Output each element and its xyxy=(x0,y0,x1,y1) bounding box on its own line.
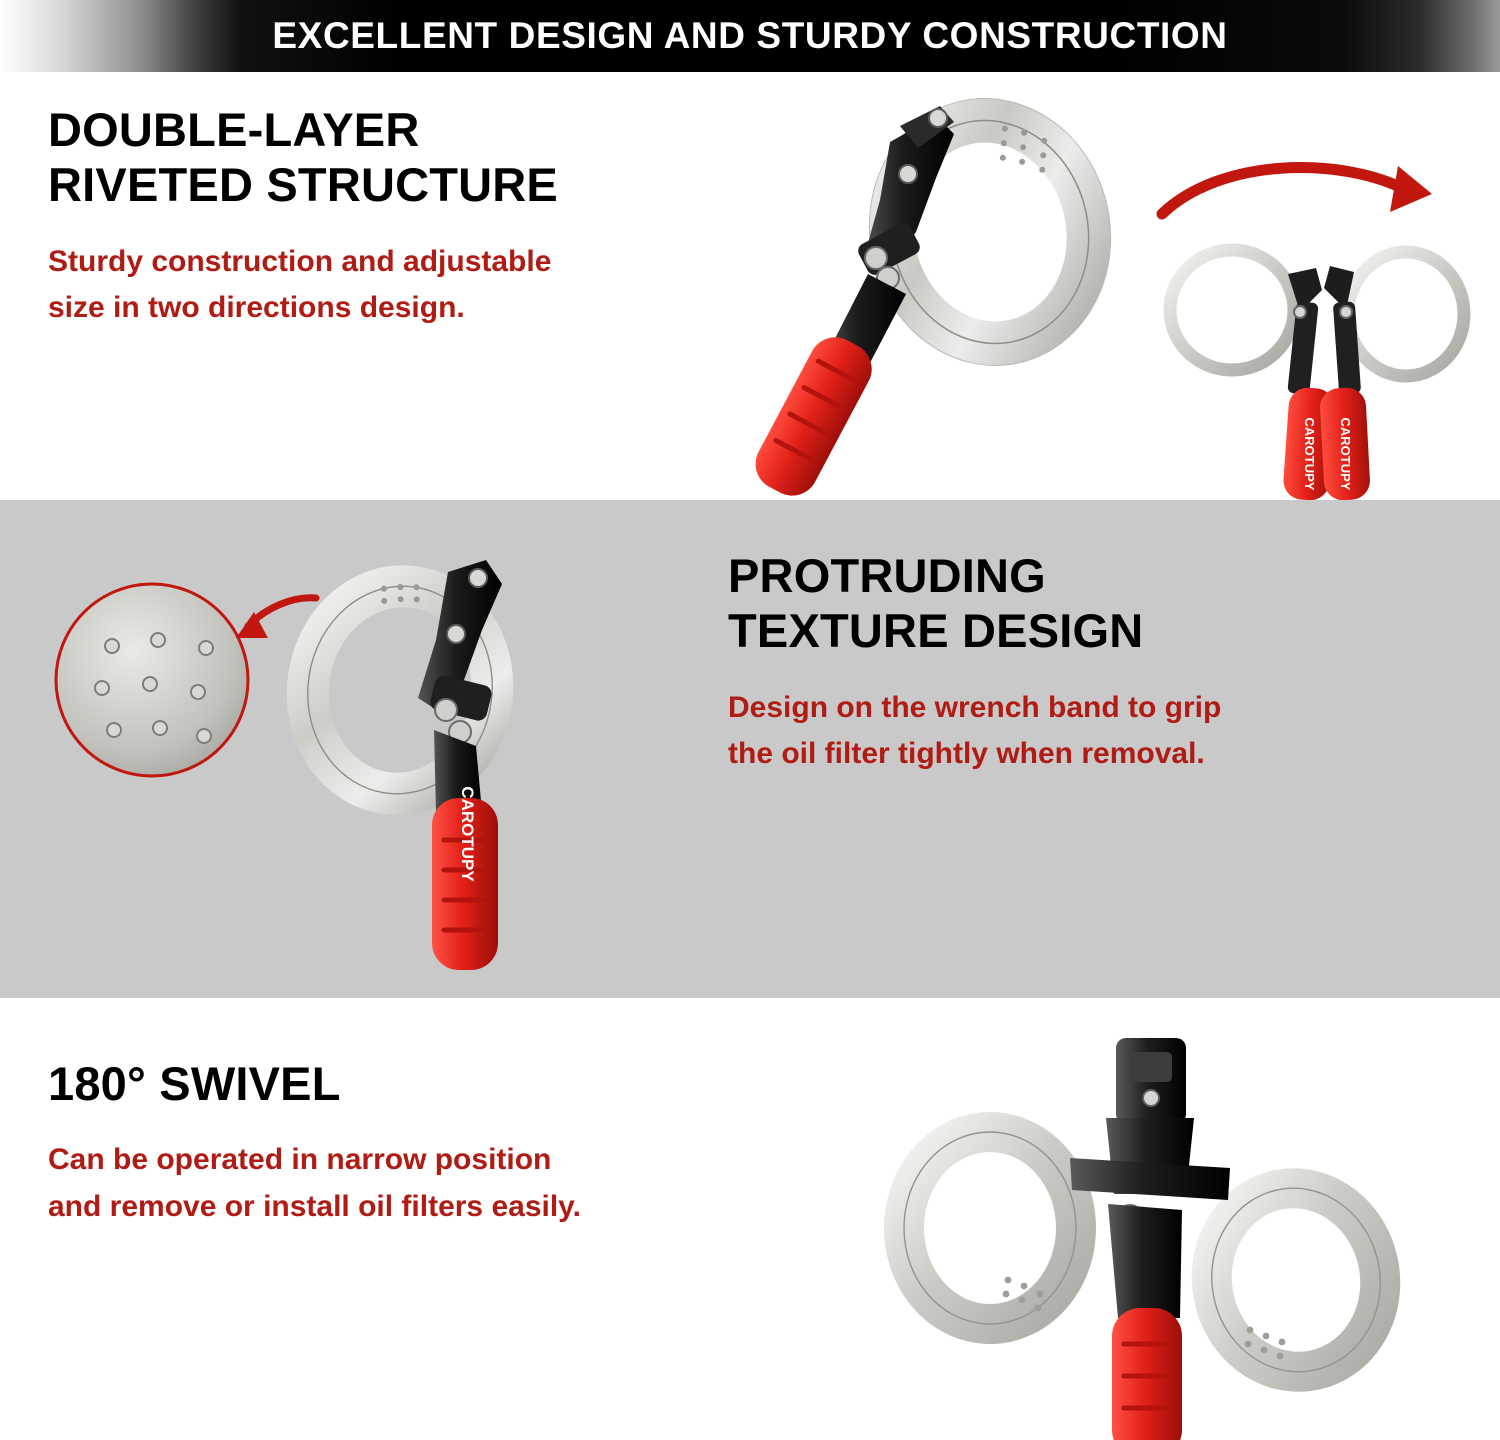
red-handle xyxy=(1112,1308,1182,1440)
wrench-small-right xyxy=(1319,252,1464,500)
section-2-subtext xyxy=(728,685,1468,778)
steel-band-left xyxy=(904,1132,1076,1324)
handle-brand-label: CAROTUPY xyxy=(458,786,477,882)
section-2-headline xyxy=(728,548,1468,659)
section-1-subtext xyxy=(48,239,808,332)
red-handle xyxy=(746,328,880,500)
steel-band-right xyxy=(1197,1175,1394,1385)
handle-brand-left: CAROTUPY xyxy=(1302,417,1317,491)
section-3-subtext-line-2: and remove or install oil filters easily. xyxy=(48,1189,581,1223)
section-1-headline xyxy=(48,102,808,213)
section-2-text-block xyxy=(728,548,1468,778)
feature-section-swivel xyxy=(0,998,1500,1440)
feature-section-double-layer xyxy=(0,72,1500,500)
section-2-headline-line-1: PROTRUDING xyxy=(728,549,1046,602)
section-1-headline-line-2: RIVETED STRUCTURE xyxy=(48,158,558,212)
banner-title: EXCELLENT DESIGN AND STURDY CONSTRUCTION xyxy=(272,15,1228,56)
swivel-demo-image xyxy=(830,1018,1450,1440)
handle-brand-right: CAROTUPY xyxy=(1338,417,1353,491)
section-2-headline-line-2: TEXTURE DESIGN xyxy=(728,604,1144,658)
section-2-subtext-line-1: Design on the wrench band to grip xyxy=(728,690,1222,724)
section-3-subtext-line-1: Can be operated in narrow position xyxy=(48,1143,552,1177)
section-1-subtext-line-1: Sturdy construction and adjustable xyxy=(48,244,552,278)
header-banner xyxy=(0,0,1500,72)
section-1-subtext-line-2: size in two directions design. xyxy=(48,291,465,325)
oil-filter-wrench-large-image xyxy=(740,82,1160,500)
oil-filter-wrench-texture-image xyxy=(250,520,670,990)
rotation-arrow-icon xyxy=(1162,166,1432,214)
wrench-small-left xyxy=(1170,250,1336,500)
two-wrench-sizes-image xyxy=(1150,162,1480,500)
section-2-subtext-line-2: the oil filter tightly when removal. xyxy=(728,737,1205,771)
section-3-headline xyxy=(48,1056,868,1111)
section-1-headline-line-1: DOUBLE-LAYER xyxy=(48,103,420,156)
feature-section-protruding-texture xyxy=(0,500,1500,998)
red-handle xyxy=(432,786,498,970)
section-3-headline-line-1: 180° SWIVEL xyxy=(48,1057,341,1110)
section-3-subtext xyxy=(48,1137,868,1230)
section-1-text-block xyxy=(48,102,808,332)
section-3-text-block xyxy=(48,1056,868,1230)
